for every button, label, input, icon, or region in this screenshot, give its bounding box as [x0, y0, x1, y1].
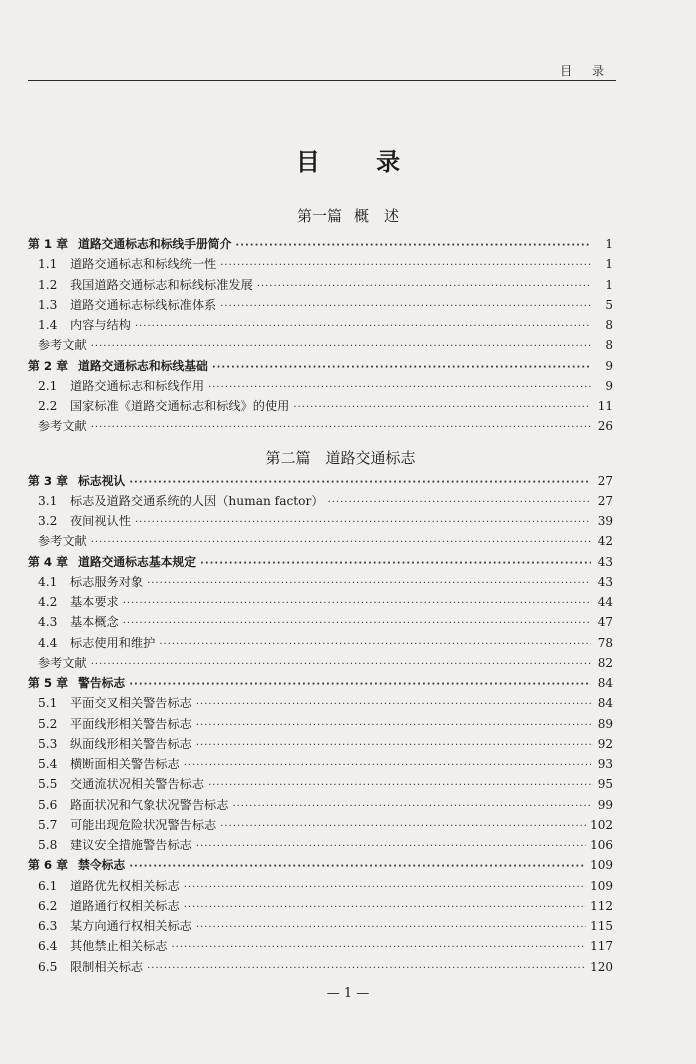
toc-entry-number: 5.6 [38, 797, 58, 812]
toc-entry-title: 夜间视认性 [70, 514, 131, 528]
toc-entry-page: 42 [597, 534, 613, 549]
toc-entry-number: 6.4 [38, 939, 58, 954]
page-title: 目 录 [295, 148, 425, 176]
toc-entry-number: 第 1 章 [28, 237, 69, 251]
toc-part-1 [28, 235, 613, 438]
toc-entry-page: 93 [597, 757, 613, 771]
dot-leader [196, 841, 586, 852]
toc-entry-title: 道路交通标志和标线统一性 [70, 257, 217, 272]
dot-leader [184, 882, 586, 893]
toc-entry-page: 92 [597, 736, 613, 751]
toc-entry-number: 4.3 [38, 615, 58, 630]
toc-entry-title: 参考文献 [38, 534, 87, 549]
toc-entry-page: 27 [597, 493, 613, 508]
toc-entry-title: 其他禁止相关标志 [70, 939, 168, 954]
toc-entry-page: 1 [605, 257, 613, 272]
toc-entry-title: 参考文献 [38, 419, 87, 434]
toc-entry-number: 5.2 [38, 716, 58, 731]
toc-section[interactable] [28, 694, 613, 714]
toc-entry-title: 纵面线形相关警告标志 [70, 736, 192, 751]
toc-entry-page: 1 [605, 237, 613, 251]
running-header: 目 录 [560, 64, 612, 78]
toc-entry-title: 标志及道路交通系统的人因（human factor） [70, 493, 324, 508]
toc-entry-title: 某方向通行权相关标志 [70, 919, 192, 933]
toc-entry-title: 禁令标志 [78, 858, 126, 873]
toc-entry-page: 27 [597, 473, 613, 488]
toc-entry-title: 我国道路交通标志和标线标准发展 [70, 277, 253, 292]
toc-entry-number: 5.8 [38, 838, 58, 852]
toc-part-2 [28, 472, 613, 978]
toc-section[interactable] [28, 634, 613, 654]
toc-entry-page: 109 [590, 878, 613, 893]
toc-chapter[interactable] [28, 472, 613, 492]
toc-section[interactable] [28, 917, 613, 937]
toc-section[interactable] [28, 755, 613, 775]
toc-entry-title: 国家标准《道路交通标志和标线》的使用 [70, 399, 290, 413]
dot-leader [220, 821, 586, 832]
toc-chapter[interactable] [28, 856, 613, 876]
toc-entry-number: 3.2 [38, 514, 58, 528]
dot-leader [91, 659, 591, 670]
toc-section[interactable] [28, 937, 613, 957]
toc-entry-title: 可能出现危险状况警告标志 [70, 817, 217, 832]
toc-entry-number: 1.4 [38, 318, 58, 332]
toc-section[interactable] [28, 897, 613, 917]
toc-section[interactable] [28, 775, 613, 795]
toc-entry-number: 4.1 [38, 574, 58, 589]
dot-leader [196, 699, 591, 710]
dot-leader [220, 301, 591, 312]
header-rule [28, 80, 616, 81]
toc-section[interactable] [28, 715, 613, 735]
toc-entry-number: 6.1 [38, 878, 58, 893]
dot-leader [91, 341, 591, 352]
part-name: 道路交通标志 [325, 448, 416, 467]
part-title-2 [28, 438, 613, 472]
dot-leader [196, 720, 591, 731]
dot-leader [123, 598, 591, 609]
toc-section[interactable] [28, 593, 613, 613]
table-of-contents [28, 235, 613, 978]
toc-entry-title: 道路通行权相关标志 [70, 898, 180, 913]
dot-leader [235, 240, 591, 251]
dot-leader [208, 780, 591, 791]
toc-entry-page: 112 [590, 898, 613, 913]
toc-entry-number: 第 4 章 [28, 554, 69, 569]
part-label: 第一篇 [296, 207, 342, 225]
toc-section[interactable] [28, 735, 613, 755]
toc-entry-page: 84 [597, 696, 613, 711]
toc-section[interactable] [28, 816, 613, 836]
toc-entry-page: 11 [597, 399, 613, 413]
toc-entry-title: 内容与结构 [70, 318, 131, 332]
toc-entry-number: 5.4 [38, 757, 58, 771]
toc-section[interactable] [28, 296, 613, 316]
toc-entry-number: 5.7 [38, 817, 58, 832]
toc-section[interactable] [28, 316, 613, 336]
toc-refs[interactable] [28, 336, 613, 356]
toc-refs[interactable] [28, 417, 613, 437]
toc-entry-number: 4.4 [38, 635, 58, 650]
dot-leader [184, 902, 586, 913]
toc-entry-number: 5.3 [38, 736, 58, 751]
dot-leader [328, 497, 591, 508]
dot-leader [200, 558, 591, 569]
toc-entry-page: 8 [605, 338, 613, 353]
toc-entry-page: 102 [590, 817, 613, 832]
toc-section[interactable] [28, 958, 613, 978]
part-title-1 [0, 205, 696, 226]
toc-section[interactable] [28, 397, 613, 417]
toc-entry-title: 限制相关标志 [70, 959, 144, 974]
dot-leader [184, 760, 591, 771]
toc-entry-number: 第 5 章 [28, 676, 69, 690]
toc-entry-title: 道路交通标志和标线手册简介 [78, 237, 232, 251]
toc-entry-number: 6.2 [38, 898, 58, 913]
toc-section[interactable] [28, 796, 613, 816]
toc-entry-title: 道路交通标志标线标准体系 [70, 297, 217, 312]
toc-entry-page: 82 [597, 655, 613, 670]
toc-chapter[interactable] [28, 357, 613, 377]
toc-entry-number: 1.1 [38, 257, 58, 272]
toc-section[interactable] [28, 877, 613, 897]
toc-section[interactable] [28, 836, 613, 856]
dot-leader [212, 362, 591, 373]
part-label: 第二篇 [265, 448, 311, 467]
toc-entry-page: 89 [597, 716, 613, 731]
toc-entry-page: 115 [590, 919, 613, 933]
toc-entry-page: 95 [597, 777, 613, 792]
toc-entry-number: 3.1 [38, 493, 58, 508]
toc-entry-number: 第 3 章 [28, 473, 69, 488]
toc-section[interactable] [28, 573, 613, 593]
toc-entry-title: 基本要求 [70, 595, 119, 609]
dot-leader [123, 618, 591, 629]
toc-section[interactable] [28, 255, 613, 275]
toc-entry-number: 1.2 [38, 277, 58, 292]
toc-entry-title: 基本概念 [70, 615, 119, 630]
toc-entry-page: 5 [605, 297, 613, 312]
toc-section[interactable] [28, 276, 613, 296]
toc-section[interactable] [28, 377, 613, 397]
toc-entry-page: 43 [597, 554, 613, 569]
toc-entry-number: 2.2 [38, 399, 58, 413]
toc-entry-page: 78 [597, 635, 613, 650]
dot-leader [196, 922, 586, 933]
toc-entry-title: 警告标志 [78, 676, 126, 690]
toc-entry-number: 第 2 章 [28, 358, 69, 373]
dot-leader [172, 942, 587, 953]
toc-entry-page: 26 [597, 419, 613, 434]
toc-entry-title: 平面线形相关警告标志 [70, 716, 192, 731]
toc-entry-title: 平面交叉相关警告标志 [70, 696, 192, 711]
toc-refs[interactable] [28, 654, 613, 674]
dot-leader [257, 281, 591, 292]
dot-leader [293, 402, 591, 413]
toc-entry-page: 117 [590, 939, 613, 954]
toc-entry-title: 道路优先权相关标志 [70, 878, 180, 893]
toc-entry-title: 路面状况和气象状况警告标志 [70, 797, 229, 812]
toc-refs[interactable] [28, 532, 613, 552]
toc-entry-number: 5.1 [38, 696, 58, 711]
toc-chapter[interactable] [28, 674, 613, 694]
toc-entry-page: 43 [597, 574, 613, 589]
toc-entry-title: 道路交通标志和标线作用 [70, 378, 205, 393]
dot-leader [232, 801, 591, 812]
toc-entry-title: 标志服务对象 [70, 574, 144, 589]
toc-entry-page: 47 [597, 615, 613, 630]
toc-entry-page: 9 [605, 358, 613, 373]
page-number: — 1 — [326, 986, 370, 1001]
dot-leader [129, 477, 591, 488]
toc-entry-page: 44 [597, 595, 613, 609]
toc-entry-number: 1.3 [38, 297, 58, 312]
dot-leader [135, 321, 591, 332]
toc-entry-page: 39 [597, 514, 613, 528]
toc-entry-number: 6.3 [38, 919, 58, 933]
toc-entry-page: 8 [605, 318, 613, 332]
toc-entry-title: 标志视认 [78, 473, 126, 488]
dot-leader [135, 517, 591, 528]
toc-entry-page: 106 [590, 838, 613, 852]
dot-leader [208, 382, 591, 393]
toc-entry-number: 5.5 [38, 777, 58, 792]
dot-leader [159, 639, 591, 650]
dot-leader [147, 578, 591, 589]
toc-entry-title: 交通流状况相关警告标志 [70, 777, 205, 792]
toc-entry-title: 标志使用和维护 [70, 635, 156, 650]
toc-section[interactable] [28, 492, 613, 512]
toc-entry-page: 1 [605, 277, 613, 292]
toc-entry-title: 道路交通标志和标线基础 [78, 358, 208, 373]
toc-entry-title: 建议安全措施警告标志 [70, 838, 192, 852]
toc-entry-number: 4.2 [38, 595, 58, 609]
dot-leader [196, 740, 591, 751]
toc-entry-title: 横断面相关警告标志 [70, 757, 180, 771]
toc-chapter[interactable] [28, 235, 613, 255]
dot-leader [129, 679, 591, 690]
toc-section[interactable] [28, 613, 613, 633]
dot-leader [129, 861, 586, 872]
dot-leader [147, 963, 586, 974]
toc-entry-page: 120 [590, 959, 613, 974]
dot-leader [91, 422, 591, 433]
toc-chapter[interactable] [28, 553, 613, 573]
toc-entry-number: 2.1 [38, 378, 58, 393]
toc-entry-title: 参考文献 [38, 655, 87, 670]
toc-entry-title: 道路交通标志基本规定 [78, 554, 197, 569]
toc-section[interactable] [28, 512, 613, 532]
toc-entry-page: 99 [597, 797, 613, 812]
toc-entry-page: 84 [597, 676, 613, 690]
part-name: 概 述 [354, 207, 400, 225]
toc-entry-page: 9 [605, 378, 613, 393]
toc-entry-page: 109 [590, 858, 613, 873]
toc-entry-number: 6.5 [38, 959, 58, 974]
toc-entry-title: 参考文献 [38, 338, 87, 353]
dot-leader [220, 260, 591, 271]
dot-leader [91, 537, 591, 548]
toc-entry-number: 第 6 章 [28, 858, 69, 873]
